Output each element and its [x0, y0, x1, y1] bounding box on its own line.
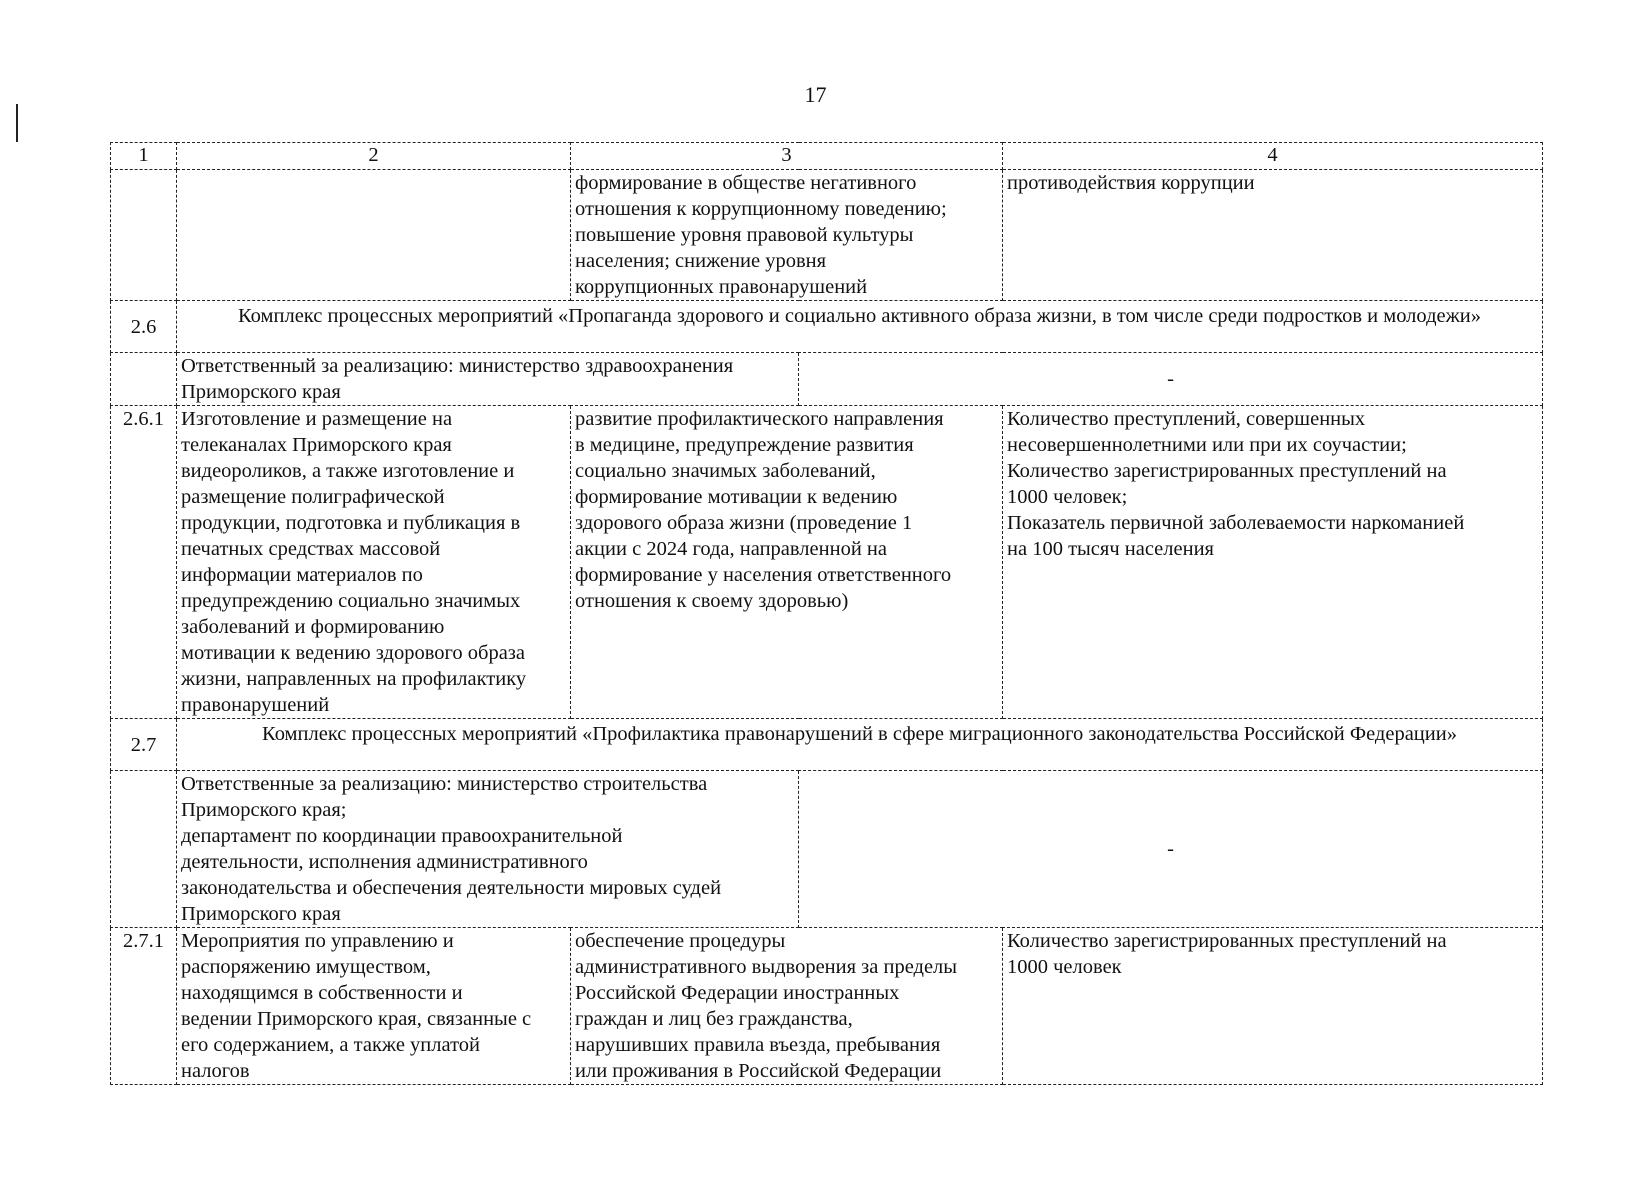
item-2-7-1-indicators: Количество зарегистрированных преступлений на 1000 человек	[1003, 928, 1543, 1085]
section-2-7-title: Комплекс процессных мероприятий «Профилактика правонарушений в сфере миграционного законодательства Российской Федерации»	[177, 719, 1543, 771]
section-2-6-responsible-number	[111, 353, 177, 406]
item-2-6-1-number: 2.6.1	[111, 406, 177, 719]
item-2-7-1-number: 2.7.1	[111, 928, 177, 1085]
section-2-7-responsible-value: -	[799, 771, 1543, 928]
continuation-number-cell	[111, 170, 177, 301]
header-col-1: 1	[111, 143, 177, 170]
section-2-7-row	[111, 719, 1543, 771]
section-2-6-number: 2.6	[111, 301, 177, 353]
section-2-7-responsible-row	[111, 771, 1543, 928]
section-2-6-responsible: Ответственный за реализацию: министерство здравоохранения Приморского края	[177, 353, 799, 406]
section-2-6-responsible-value: -	[799, 353, 1543, 406]
continuation-result-cell: формирование в обществе негативного отношения к коррупционному поведению; повышение уровня правовой культуры населения; снижение уровня коррупционных правонарушений	[571, 170, 1003, 301]
section-2-6-responsible-row	[111, 353, 1543, 406]
table-header-row	[111, 143, 1543, 170]
item-2-7-1-name: Мероприятия по управлению и распоряжению имуществом, находящимся в собственности и ведении Приморского края, связанные с его содержанием, а также уплатой налогов	[177, 928, 571, 1085]
continuation-indicator-cell: противодействия коррупции	[1003, 170, 1543, 301]
page-number: 17	[804, 82, 827, 107]
item-2-7-1-row	[111, 928, 1543, 1085]
item-2-6-1-result: развитие профилактического направления в медицине, предупреждение развития социально значимых заболеваний, формирование мотивации к ведению здорового образа жизни (проведение 1 акции с 2024 года, направленной на формирование у населения ответственного отношения к своему здоровью)	[571, 406, 1003, 719]
header-col-4: 4	[1003, 143, 1543, 170]
item-2-6-1-name: Изготовление и размещение на телеканалах Приморского края видеороликов, а также изготовление и размещение полиграфической продукции, подготовка и публикация в печатных средствах массовой информации материалов по предупреждению социально значимых заболеваний и формированию мотивации к ведению здорового образа жизни, направленных на профилактику правонарушений	[177, 406, 571, 719]
continuation-row	[111, 170, 1543, 301]
section-2-6-title: Комплекс процессных мероприятий «Пропаганда здорового и социально активного образа жизни, в том числе среди подростков и молодежи»	[177, 301, 1543, 353]
section-2-7-responsible: Ответственные за реализацию: министерство строительства Приморского края; департамент по координации правоохранительной деятельности, исполнения административного законодательства и обеспечения деятельности мировых судей Приморского края	[177, 771, 799, 928]
section-2-6-row	[111, 301, 1543, 353]
section-2-7-number: 2.7	[111, 719, 177, 771]
header-col-3: 3	[571, 143, 1003, 170]
scan-artifact-mark	[16, 104, 18, 142]
continuation-name-cell	[177, 170, 571, 301]
section-2-7-responsible-number	[111, 771, 177, 928]
header-col-2: 2	[177, 143, 571, 170]
item-2-6-1-indicators: Количество преступлений, совершенных несовершеннолетними или при их соучастии; Количество зарегистрированных преступлений на 1000 человек; Показатель первичной заболеваемости наркоманией на 100 тысяч населения	[1003, 406, 1543, 719]
measures-table	[110, 142, 1543, 1085]
item-2-7-1-result: обеспечение процедуры административного выдворения за пределы Российской Федерации иностранных граждан и лиц без гражданства, нарушивших правила въезда, пребывания или проживания в Российской Федерации	[571, 928, 1003, 1085]
item-2-6-1-row	[111, 406, 1543, 719]
